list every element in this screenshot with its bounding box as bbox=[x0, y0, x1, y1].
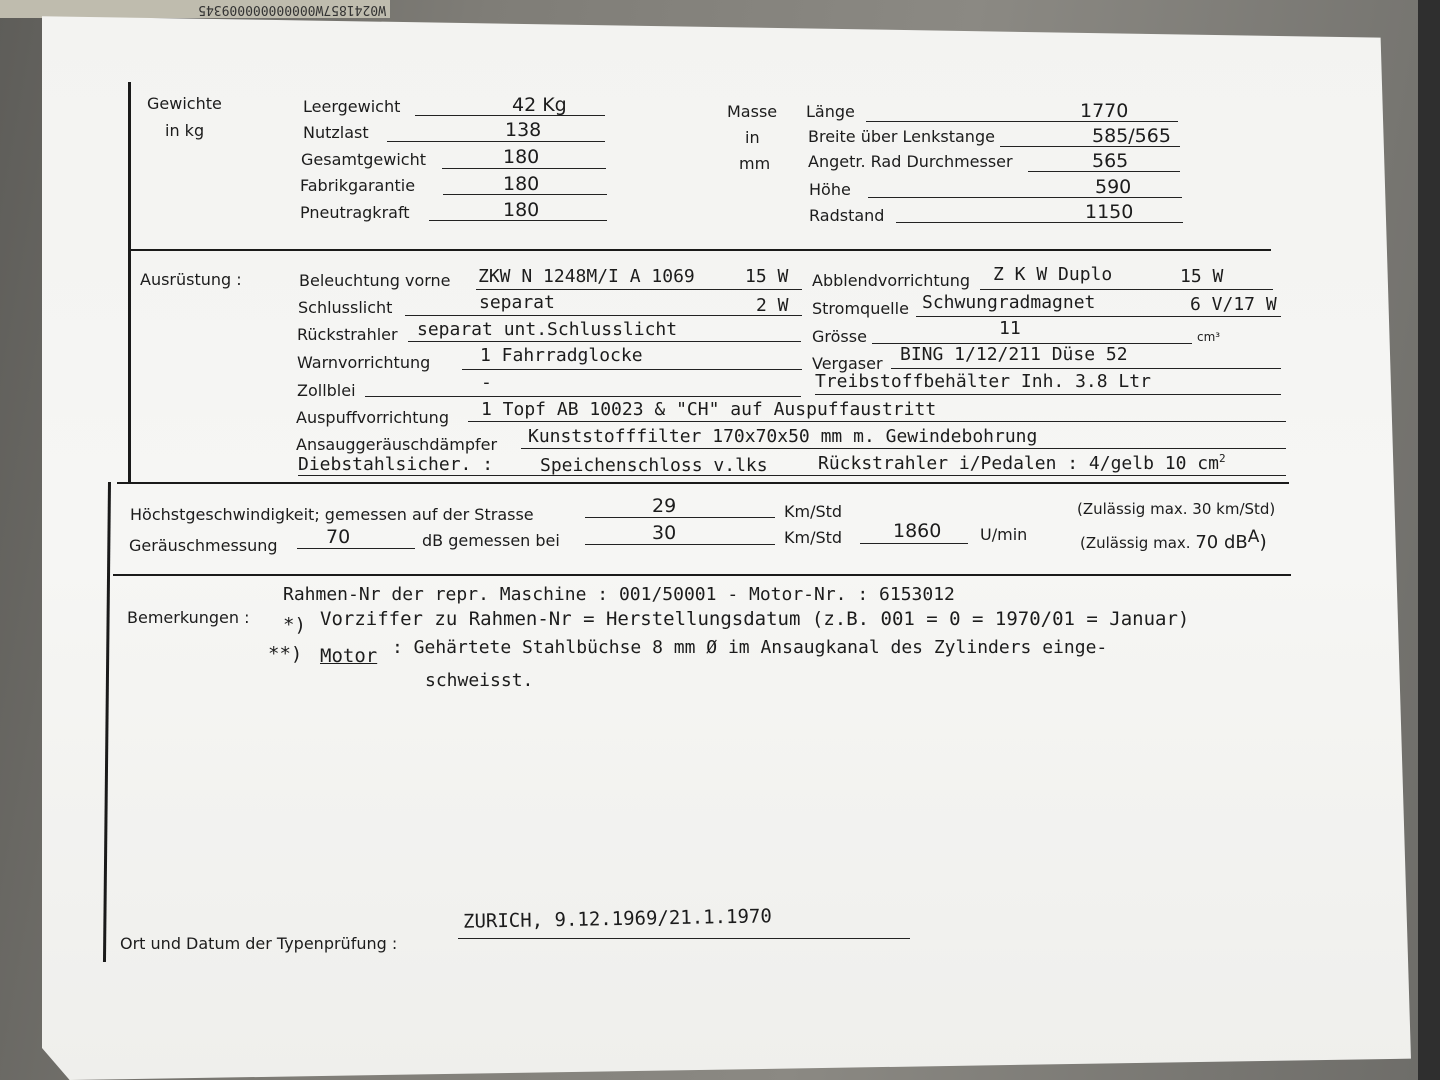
pneutragkraft-label: Pneutragkraft bbox=[300, 203, 410, 222]
abblend-watt: 15 W bbox=[1180, 266, 1224, 287]
rueckstrahler-line bbox=[408, 341, 801, 342]
masse-title: Masse bbox=[727, 102, 778, 121]
warn-label: Warnvorrichtung bbox=[297, 353, 431, 372]
rad-value: 565 bbox=[1092, 150, 1129, 172]
schlusslicht-label: Schlusslicht bbox=[298, 298, 393, 317]
auspuff-line bbox=[468, 421, 1286, 422]
warn-line bbox=[462, 369, 802, 370]
bemerkung-motor: Motor bbox=[320, 645, 378, 667]
warn-value: 1 Fahrradglocke bbox=[480, 345, 643, 366]
ausruestung-title: Ausrüstung : bbox=[140, 270, 242, 289]
beleuchtung-label: Beleuchtung vorne bbox=[299, 271, 451, 290]
beleuchtung-value: ZKW N 1248M/I A 1069 bbox=[478, 266, 695, 287]
breite-label: Breite über Lenkstange bbox=[808, 127, 995, 146]
label-sticker: W0241857W000000000009345 bbox=[0, 0, 390, 18]
left-border-line bbox=[128, 82, 131, 482]
footer-value: ZURICH, 9.12.1969/21.1.1970 bbox=[462, 905, 773, 933]
section-divider-1 bbox=[128, 249, 1271, 251]
vergaser-value: BING 1/12/211 Düse 52 bbox=[900, 344, 1128, 365]
fabrikgarantie-value: 180 bbox=[503, 173, 540, 195]
schlusslicht-value: separat bbox=[479, 292, 555, 313]
bemerkung-mark-2: **) bbox=[268, 643, 303, 665]
nutzlast-label: Nutzlast bbox=[303, 123, 369, 142]
strom-value: Schwungradmagnet bbox=[922, 292, 1096, 313]
nutzlast-value: 138 bbox=[505, 119, 542, 141]
weights-unit: in kg bbox=[165, 121, 205, 140]
masse-unit: mm bbox=[739, 154, 771, 173]
groesse-value: 11 bbox=[999, 318, 1021, 339]
speed-line bbox=[585, 517, 775, 518]
groesse-label: Grösse bbox=[812, 327, 867, 346]
hoehe-line bbox=[868, 197, 1182, 198]
beleuchtung-line bbox=[476, 289, 802, 290]
bemerkungen-title: Bemerkungen : bbox=[127, 608, 250, 627]
weights-title: Gewichte bbox=[147, 94, 222, 113]
dark-edge bbox=[1418, 0, 1440, 1080]
breite-value: 585/565 bbox=[1092, 125, 1171, 147]
hoehe-value: 590 bbox=[1095, 176, 1132, 198]
treibstoff-line bbox=[815, 394, 1281, 395]
rpm-unit: U/min bbox=[980, 525, 1028, 544]
vergaser-label: Vergaser bbox=[812, 354, 883, 373]
laenge-label: Länge bbox=[806, 102, 855, 121]
gesamtgewicht-label: Gesamtgewicht bbox=[301, 150, 426, 169]
gesamtgewicht-value: 180 bbox=[503, 146, 540, 168]
noise-unit: dB gemessen bei bbox=[422, 531, 560, 550]
ansaug-value: Kunststofffilter 170x70x50 mm m. Gewindebohrung bbox=[528, 426, 1038, 447]
laenge-line bbox=[866, 121, 1178, 122]
rad-label: Angetr. Rad Durchmesser bbox=[808, 152, 1013, 171]
bemerkung-line-1: Rahmen-Nr der repr. Maschine : 001/50001 - Motor-Nr. : 6153012 bbox=[283, 584, 955, 605]
strom-label: Stromquelle bbox=[812, 299, 909, 318]
gesamtgewicht-line bbox=[442, 168, 606, 169]
leergewicht-label: Leergewicht bbox=[303, 97, 401, 116]
vergaser-line bbox=[891, 368, 1281, 369]
radstand-value: 1150 bbox=[1085, 201, 1134, 223]
abblend-value: Z K W Duplo bbox=[993, 264, 1113, 285]
bemerkung-mark-1: *) bbox=[283, 614, 306, 636]
bemerkung-line-2: Vorziffer zu Rahmen-Nr = Herstellungsdatum (z.B. 001 = 0 = 1970/01 = Januar) bbox=[320, 608, 1190, 630]
leergewicht-line bbox=[415, 115, 605, 116]
pneutragkraft-value: 180 bbox=[503, 199, 540, 221]
diebstahl-label: Diebstahlsicher. : bbox=[298, 454, 494, 475]
groesse-unit: cm³ bbox=[1197, 330, 1221, 344]
diebstahl-value: Speichenschloss v.lks bbox=[540, 455, 768, 476]
fabrikgarantie-label: Fabrikgarantie bbox=[300, 176, 416, 195]
rpm-value: 1860 bbox=[893, 520, 942, 542]
noise-label: Geräuschmessung bbox=[129, 536, 278, 555]
section-divider-2 bbox=[117, 482, 1289, 484]
bemerkung-line-4: schweisst. bbox=[425, 670, 534, 691]
speed-unit: Km/Std bbox=[784, 502, 843, 521]
zollblei-line bbox=[365, 396, 801, 397]
rueckstrahler-label: Rückstrahler bbox=[297, 325, 398, 344]
noise-speed-unit: Km/Std bbox=[784, 528, 843, 547]
auspuff-label: Auspuffvorrichtung bbox=[296, 408, 449, 427]
noise-speed-line bbox=[585, 544, 775, 545]
nutzlast-line bbox=[387, 141, 605, 142]
footer-label: Ort und Datum der Typenprüfung : bbox=[120, 934, 398, 953]
leergewicht-value: 42 Kg bbox=[512, 94, 567, 116]
speed-label: Höchstgeschwindigkeit; gemessen auf der Strasse bbox=[130, 505, 534, 524]
ansaug-line bbox=[521, 448, 1286, 449]
rueckstrahler-value: separat unt.Schlusslicht bbox=[417, 319, 678, 340]
beleuchtung-watt: 15 W bbox=[745, 266, 789, 287]
noise-line bbox=[297, 548, 415, 549]
schlusslicht-line bbox=[405, 315, 802, 316]
strom-watt: 6 V/17 W bbox=[1190, 294, 1277, 315]
radstand-line bbox=[896, 222, 1183, 223]
noise-note: (Zulässig max. 70 $dB^A$) bbox=[1080, 527, 1267, 553]
diebstahl-extra: Rückstrahler i/Pedalen : 4/gelb 10 $cm^2$ bbox=[818, 452, 1226, 474]
laenge-value: 1770 bbox=[1080, 100, 1129, 122]
treibstoff-value: Treibstoffbehälter Inh. 3.8 Ltr bbox=[815, 371, 1151, 392]
masse-in: in bbox=[745, 128, 760, 147]
abblend-line bbox=[980, 289, 1273, 290]
footer-line bbox=[458, 938, 910, 939]
bemerkung-line-3: : Gehärtete Stahlbüchse 8 mm Ø im Ansaugkanal des Zylinders einge- bbox=[392, 637, 1108, 658]
zollblei-label: Zollblei bbox=[297, 381, 356, 400]
abblend-label: Abblendvorrichtung bbox=[812, 271, 971, 290]
strom-line bbox=[916, 316, 1281, 317]
rpm-line bbox=[860, 543, 968, 544]
section-divider-3 bbox=[113, 574, 1291, 576]
diebstahl-line bbox=[298, 475, 1286, 476]
noise-value: 70 bbox=[326, 526, 351, 548]
schlusslicht-watt: 2 W bbox=[756, 295, 789, 316]
hoehe-label: Höhe bbox=[809, 180, 851, 199]
speed-note: (Zulässig max. 30 km/Std) bbox=[1077, 500, 1276, 518]
radstand-label: Radstand bbox=[809, 206, 885, 225]
speed-value: 29 bbox=[652, 495, 677, 517]
ansaug-label: Ansauggeräuschdämpfer bbox=[296, 435, 498, 454]
zollblei-value: - bbox=[481, 372, 492, 393]
noise-speed-value: 30 bbox=[652, 522, 677, 544]
auspuff-value: 1 Topf AB 10023 & "CH" auf Auspuffaustritt bbox=[481, 399, 937, 420]
